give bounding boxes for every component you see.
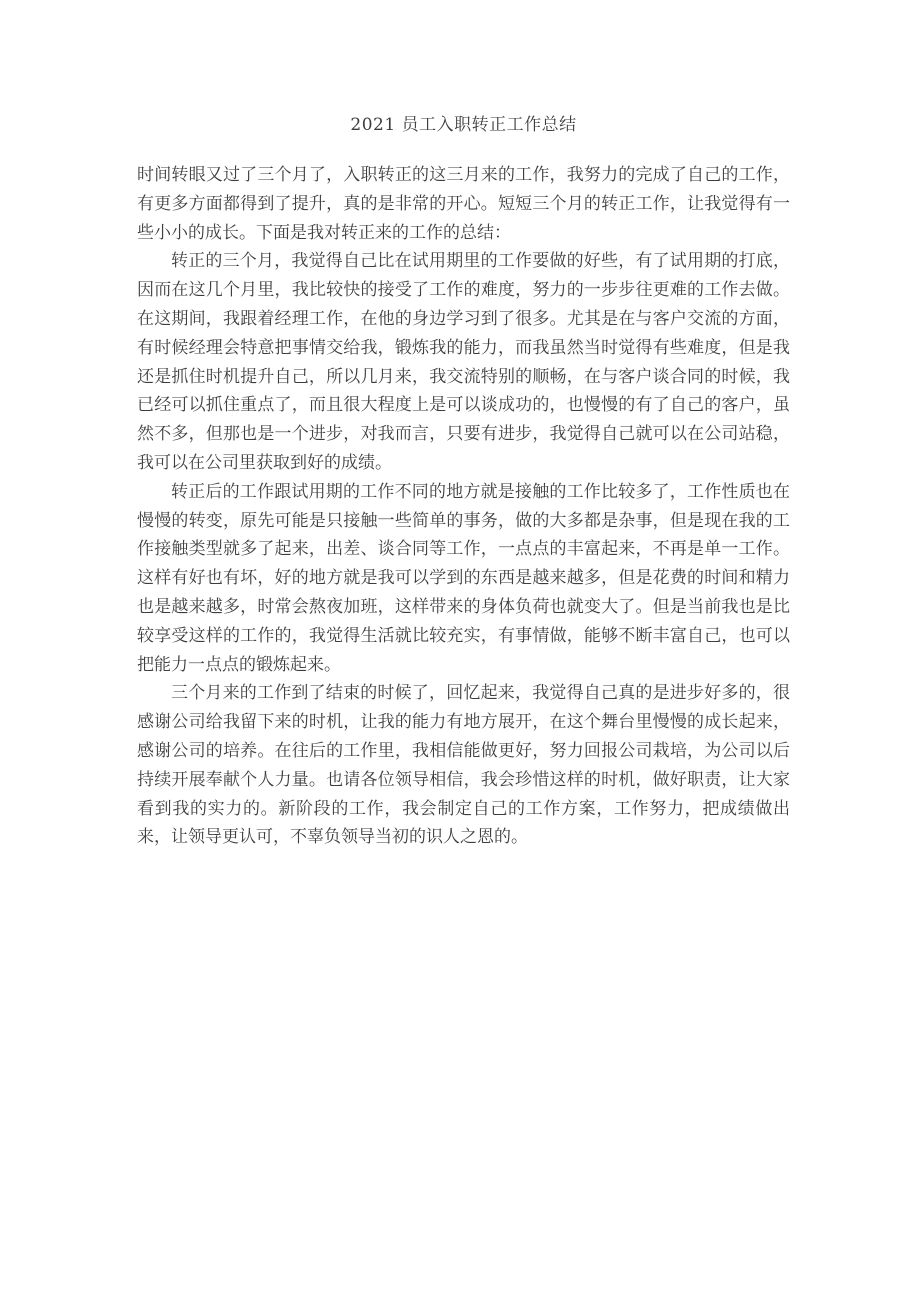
paragraph-work-progress: 转正的三个月，我觉得自己比在试用期里的工作要做的好些，有了试用期的打底，因而在这几个月里，我比较快的接受了工作的难度，努力的一步步往更难的工作去做。在这期间，我跟着经理工作，在他的身边学习到了很多。尤其是在与客户交流的方面，有时候经理会特意把事情交给我，锻炼我的能力，而我虽然当时觉得有些难度，但是我还是抓住时机提升自己，所以几月来，我交流特别的顺畅，在与客户谈合同的时候，我已经可以抓住重点了，而且很大程度上是可以谈成功的，也慢慢的有了自己的客户，虽然不多，但那也是一个进步，对我而言，只要有进步，我觉得自己就可以在公司站稳，我可以在公司里获取到好的成绩。 xyxy=(137,251,790,473)
document-title: 2021 员工入职转正工作总结 xyxy=(350,115,577,135)
paragraph-conclusion: 三个月来的工作到了结束的时候了，回忆起来，我觉得自己真的是进步好多的，很感谢公司给我留下来的时机，让我的能力有地方展开，在这个舞台里慢慢的成长起来，感谢公司的培养。在往后的工作里，我相信能做更好，努力回报公司栽培，为公司以后持续开展奉献个人力量。也请各位领导相信，我会珍惜这样的时机，做好职责，让大家看到我的实力的。新阶段的工作，我会制定自己的工作方案，工作努力，把成绩做出来，让领导更认可，不辜负领导当初的识人之恩的。 xyxy=(137,683,790,848)
document-body xyxy=(137,161,790,852)
paragraph-intro: 时间转眼又过了三个月了，入职转正的这三月来的工作，我努力的完成了自己的工作，有更多方面都得到了提升，真的是非常的开心。短短三个月的转正工作，让我觉得有一些小小的成长。下面是我对转正来的工作的总结： xyxy=(137,165,790,243)
paragraph-work-changes: 转正后的工作跟试用期的工作不同的地方就是接触的工作比较多了，工作性质也在慢慢的转变，原先可能是只接触一些简单的事务，做的大多都是杂事，但是现在我的工作接触类型就多了起来，出差、谈合同等工作，一点点的丰富起来，不再是单一工作。这样有好也有坏，好的地方就是我可以学到的东西是越来越多，但是花费的时间和精力也是越来越多，时常会熬夜加班，这样带来的身体负荷也就变大了。但是当前我也是比较享受这样的工作的，我觉得生活就比较充实，有事情做，能够不断丰富自己，也可以把能力一点点的锻炼起来。 xyxy=(137,481,790,675)
